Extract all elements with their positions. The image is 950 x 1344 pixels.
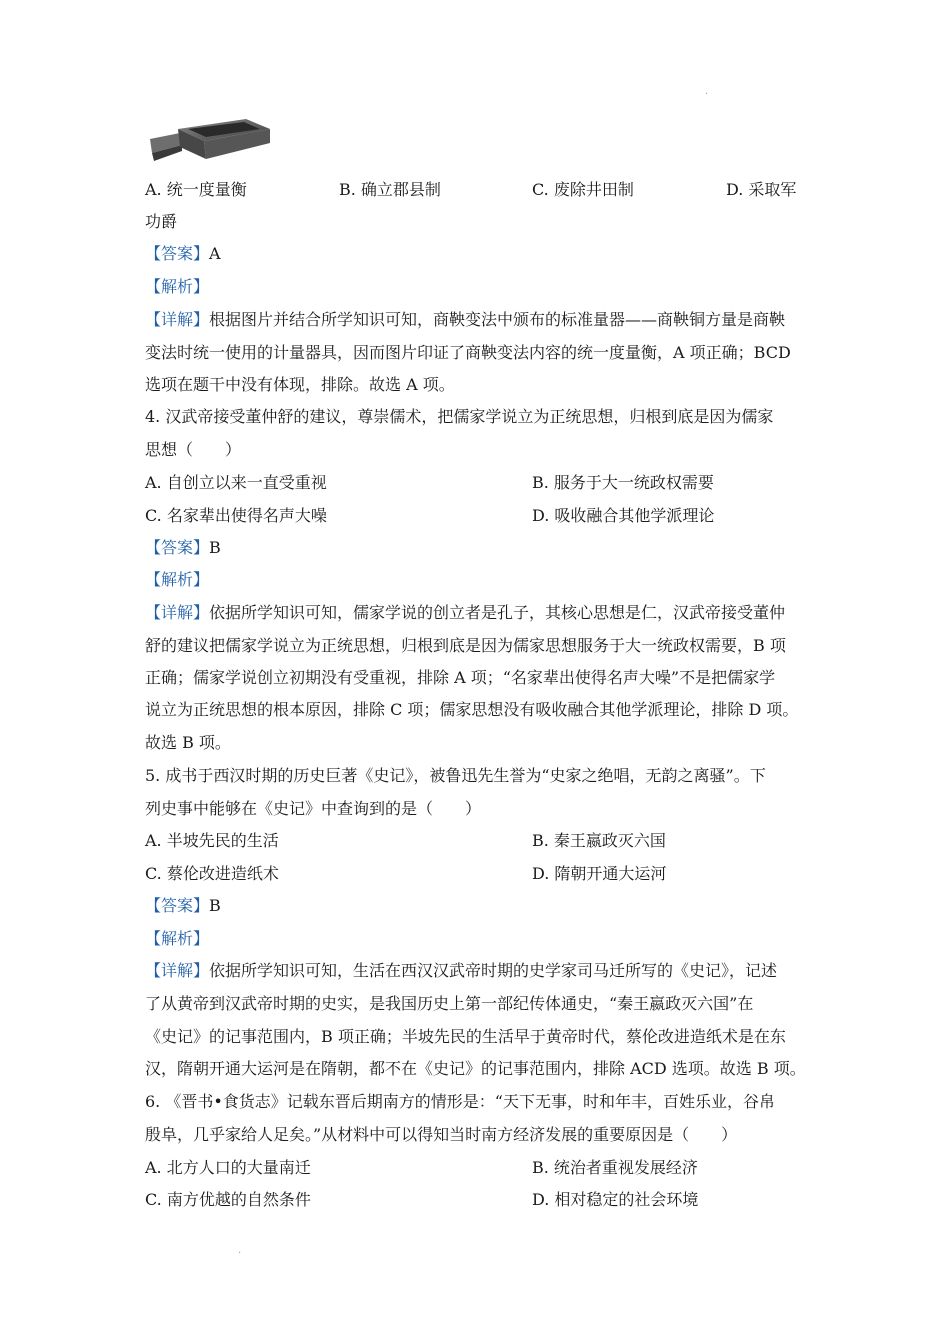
q5-detail-line: 【详解】依据所学知识可知，生活在西汉汉武帝时期的史学家司马迁所写的《史记》，记述 [145,961,778,980]
bronze-measure-image [148,115,273,167]
q5-detail-line: 《史记》的记事范围内，B 项正确；半坡先民的生活早于黄帝时代，蔡伦改进造纸术是在东 [145,1027,786,1046]
q3-option-d-wrap: 功爵 [145,212,178,231]
q4-stem: 思想（ ） [145,440,242,459]
q5-option-d: D. 隋朝开通大运河 [532,864,667,883]
q4-option-d: D. 吸收融合其他学派理论 [532,506,715,525]
q4-option-a: A. 自创立以来一直受重视 [145,473,327,492]
q3-answer: 【答案】A [145,244,221,263]
q4-detail-line: 故选 B 项。 [145,733,231,752]
q4-detail-line: 说立为正统思想的根本原因，排除 C 项；儒家思想没有吸收融合其他学派理论，排除 D 项。 [145,700,799,719]
q3-option-d: D. 采取军 [726,180,797,199]
q4-answer: 【答案】B [145,538,221,557]
q5-answer: 【答案】B [145,896,221,915]
q6-option-c: C. 南方优越的自然条件 [145,1190,311,1209]
q4-option-c: C. 名家辈出使得名声大噪 [145,506,327,525]
q5-analysis-label: 【解析】 [145,929,210,948]
q3-option-c: C. 废除井田制 [532,180,634,199]
q5-stem: 5. 成书于西汉时期的历史巨著《史记》，被鲁迅先生誉为“史家之绝唱，无韵之离骚”。下 [145,766,766,785]
q6-option-a: A. 北方人口的大量南迁 [145,1158,311,1177]
q5-option-b: B. 秦王嬴政灭六国 [532,831,666,850]
q3-detail-line: 选项在题干中没有体现，排除。故选 A 项。 [145,375,455,394]
q4-detail-line: 正确；儒家学说创立初期没有受重视，排除 A 项；“名家辈出使得名声大噪”不是把儒家学 [145,668,776,687]
q5-stem: 列史事中能够在《史记》中查询到的是（ ） [145,799,482,818]
q6-stem: 6. 《晋书•食货志》记载东晋后期南方的情形是：“天下无事，时和年丰，百姓乐业，谷帛 [145,1092,775,1111]
q6-option-b: B. 统治者重视发展经济 [532,1158,698,1177]
q5-detail-line: 了从黄帝到汉武帝时期的史实，是我国历史上第一部纪传体通史，“秦王嬴政灭六国”在 [145,994,754,1013]
q6-stem: 殷阜，几乎家给人足矣。”从材料中可以得知当时南方经济发展的重要原因是（ ） [145,1125,738,1144]
q3-option-b: B. 确立郡县制 [339,180,441,199]
q4-option-b: B. 服务于大一统政权需要 [532,473,714,492]
q3-option-a: A. 统一度量衡 [145,180,247,199]
q5-option-c: C. 蔡伦改进造纸术 [145,864,279,883]
q4-analysis-label: 【解析】 [145,570,210,589]
q3-detail-line: 变法时统一使用的计量器具，因而图片印证了商鞅变法内容的统一度量衡，A 项正确；BCD [145,343,791,362]
q4-detail-line: 舒的建议把儒家学说立为正统思想，归根到底是因为儒家思想服务于大一统政权需要，B 项 [145,636,786,655]
q4-stem: 4. 汉武帝接受董仲舒的建议，尊崇儒术，把儒家学说立为正统思想，归根到底是因为儒家 [145,407,774,426]
q6-option-d: D. 相对稳定的社会环境 [532,1190,699,1209]
q3-detail-line: 【详解】根据图片并结合所学知识可知，商鞅变法中颁布的标准量器——商鞅铜方量是商鞅 [145,310,786,329]
q5-option-a: A. 半坡先民的生活 [145,831,279,850]
q3-analysis-label: 【解析】 [145,277,210,296]
q5-detail-line: 汉，隋朝开通大运河是在隋朝，都不在《史记》的记事范围内，排除 ACD 选项。故选 B 项。 [145,1059,806,1078]
q4-detail-line: 【详解】依据所学知识可知，儒家学说的创立者是孔子，其核心思想是仁，汉武帝接受董仲 [145,603,786,622]
